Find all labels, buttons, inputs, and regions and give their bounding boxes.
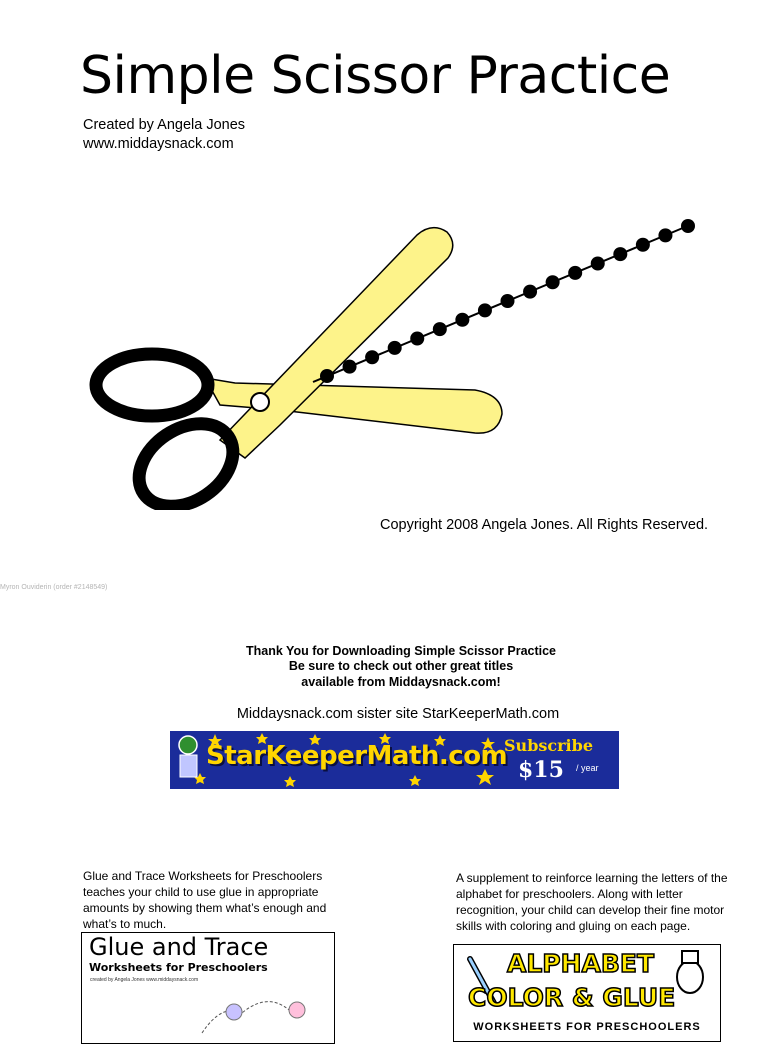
cutting-dot xyxy=(410,332,424,346)
cutting-dot xyxy=(365,350,379,364)
subscribe-label[interactable]: Subscribe xyxy=(504,736,593,755)
cutting-dot xyxy=(591,257,605,271)
sister-site-text: Middaysnack.com sister site StarKeeperMath.com xyxy=(236,706,560,722)
pivot-screw xyxy=(251,393,269,411)
alphabet-cover-line2: COLOR & GLUE xyxy=(468,983,676,1012)
thanks-line-2: Be sure to check out other great titles xyxy=(288,659,514,673)
glue-drops-icon xyxy=(82,933,334,1043)
glue-trace-cover-subtitle: Worksheets for Preschoolers xyxy=(89,961,268,974)
per-year-label: / year xyxy=(576,763,599,773)
page-title: Simple Scissor Practice xyxy=(80,46,671,106)
price-label: $15 xyxy=(518,757,564,783)
cutting-dot xyxy=(433,322,447,336)
cutting-dot xyxy=(681,219,695,233)
cutting-dot xyxy=(658,228,672,242)
cutting-dot xyxy=(478,303,492,317)
cutting-dot xyxy=(636,238,650,252)
scissors-illustration xyxy=(80,210,710,510)
alphabet-glue-description: A supplement to reinforce learning the letters of the alphabet for preschoolers. Along with letter recognition, your child can develop their fine motor skills with coloring and gluing on each page. xyxy=(456,871,728,933)
cutting-dot xyxy=(523,285,537,299)
lower-handle-ring xyxy=(124,407,249,510)
upper-handle-ring xyxy=(96,354,208,416)
glue-trace-cover-credit: created by Angela Jones www.middaysnack.com xyxy=(90,977,199,983)
cutting-dot xyxy=(320,369,334,383)
banner-brand: StarKeeperMath.com xyxy=(206,741,508,771)
alphabet-glue-cover[interactable] xyxy=(453,944,721,1042)
cutting-dot xyxy=(613,247,627,261)
cutting-dot xyxy=(568,266,582,280)
thanks-line-3: available from Middaysnack.com! xyxy=(301,675,501,689)
author-credit: Created by Angela Jones xyxy=(83,117,246,133)
cutting-dot xyxy=(501,294,515,308)
cutting-dot xyxy=(455,313,469,327)
alphabet-cover-subtitle: WORKSHEETS FOR PRESCHOOLERS xyxy=(473,1021,701,1033)
copyright-notice: Copyright 2008 Angela Jones. All Rights Reserved. xyxy=(380,517,709,533)
order-watermark: Myron Ouviderin (order #2148549) xyxy=(0,584,108,591)
alphabet-cover-line1: ALPHABET xyxy=(507,949,655,978)
glue-trace-cover-title: Glue and Trace xyxy=(89,933,269,961)
thanks-line-1: Thank You for Downloading Simple Scissor Practice xyxy=(245,644,557,658)
cutting-dot xyxy=(388,341,402,355)
cutting-dot xyxy=(343,360,357,374)
starkeepermath-banner[interactable] xyxy=(170,731,619,789)
glue-trace-cover[interactable] xyxy=(81,932,335,1044)
glue-trace-description: Glue and Trace Worksheets for Preschoolers teaches your child to use glue in appropriate amounts by showing them what’s enough and what’s to much. xyxy=(83,869,327,931)
website-link[interactable]: www.middaysnack.com xyxy=(83,136,234,152)
cutting-dot xyxy=(546,275,560,289)
